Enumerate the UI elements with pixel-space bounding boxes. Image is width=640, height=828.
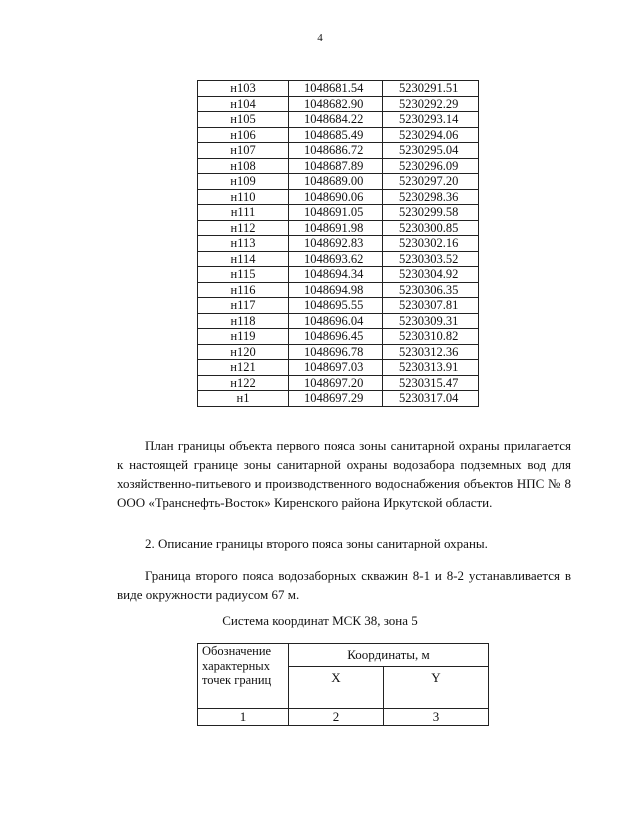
column-number-row (198, 709, 489, 726)
table-row (198, 189, 479, 205)
table-row (198, 112, 479, 128)
point-id-cell: н119 (198, 329, 289, 345)
y-coordinate-cell: 5230315.47 (383, 375, 479, 391)
point-id-cell: н122 (198, 375, 289, 391)
column-number: 2 (289, 709, 384, 726)
col-header-x: X (289, 667, 384, 709)
y-coordinate-cell: 5230313.91 (383, 360, 479, 376)
x-coordinate-cell: 1048691.98 (289, 220, 383, 236)
table-row (198, 267, 479, 283)
table-row (198, 298, 479, 314)
x-coordinate-cell: 1048692.83 (289, 236, 383, 252)
x-coordinate-cell: 1048693.62 (289, 251, 383, 267)
x-coordinate-cell: 1048697.29 (289, 391, 383, 407)
point-id-cell: н109 (198, 174, 289, 190)
point-id-cell: н105 (198, 112, 289, 128)
coordinate-system-caption: Система координат МСК 38, зона 5 (222, 613, 418, 628)
x-coordinate-cell: 1048696.04 (289, 313, 383, 329)
col-header-y: Y (384, 667, 489, 709)
table-row (198, 205, 479, 221)
radius-paragraph (117, 566, 571, 604)
y-coordinate-cell: 5230299.58 (383, 205, 479, 221)
point-id-cell: н103 (198, 81, 289, 97)
x-coordinate-cell: 1048689.00 (289, 174, 383, 190)
x-coordinate-cell: 1048694.34 (289, 267, 383, 283)
point-id-cell: н115 (198, 267, 289, 283)
table-row (198, 282, 479, 298)
y-coordinate-cell: 5230297.20 (383, 174, 479, 190)
x-coordinate-cell: 1048691.05 (289, 205, 383, 221)
point-id-cell: н107 (198, 143, 289, 159)
y-coordinate-cell: 5230306.35 (383, 282, 479, 298)
table-row (198, 220, 479, 236)
point-id-cell: н118 (198, 313, 289, 329)
table-row (198, 143, 479, 159)
x-coordinate-cell: 1048686.72 (289, 143, 383, 159)
point-id-cell: н108 (198, 158, 289, 174)
table-row (198, 391, 479, 407)
table-row (198, 96, 479, 112)
point-id-cell: н117 (198, 298, 289, 314)
radius-paragraph-text: Граница второго пояса водозаборных скважин 8-1 и 8-2 устанавливается в виде окружности радиусом 67 м. (117, 568, 571, 602)
x-coordinate-cell: 1048696.45 (289, 329, 383, 345)
table-row (198, 127, 479, 143)
x-coordinate-cell: 1048681.54 (289, 81, 383, 97)
x-coordinate-cell: 1048697.20 (289, 375, 383, 391)
y-coordinate-cell: 5230307.81 (383, 298, 479, 314)
table-row (198, 251, 479, 267)
y-coordinate-cell: 5230304.92 (383, 267, 479, 283)
y-coordinate-cell: 5230309.31 (383, 313, 479, 329)
x-coordinate-cell: 1048696.78 (289, 344, 383, 360)
point-id-cell: н106 (198, 127, 289, 143)
col-header-coordinates: Координаты, м (289, 644, 489, 667)
y-coordinate-cell: 5230302.16 (383, 236, 479, 252)
table-row (198, 375, 479, 391)
x-coordinate-cell: 1048690.06 (289, 189, 383, 205)
table-row (198, 329, 479, 345)
point-id-cell: н113 (198, 236, 289, 252)
coordinates-table-body (198, 81, 479, 407)
point-id-cell: н110 (198, 189, 289, 205)
point-id-cell: н114 (198, 251, 289, 267)
x-coordinate-cell: 1048682.90 (289, 96, 383, 112)
table-row (198, 344, 479, 360)
point-id-cell: н121 (198, 360, 289, 376)
section-2-heading: 2. Описание границы второго пояса зоны санитарной охраны. (145, 536, 488, 551)
point-id-cell: н111 (198, 205, 289, 221)
table-row (198, 81, 479, 97)
page-number: 4 (317, 32, 323, 44)
table-row (198, 313, 479, 329)
y-coordinate-cell: 5230310.82 (383, 329, 479, 345)
x-coordinate-cell: 1048687.89 (289, 158, 383, 174)
plan-paragraph (117, 436, 571, 512)
y-coordinate-cell: 5230295.04 (383, 143, 479, 159)
column-number: 1 (198, 709, 289, 726)
table-row (198, 174, 479, 190)
x-coordinate-cell: 1048695.55 (289, 298, 383, 314)
x-coordinate-cell: 1048685.49 (289, 127, 383, 143)
y-coordinate-cell: 5230317.04 (383, 391, 479, 407)
y-coordinate-cell: 5230294.06 (383, 127, 479, 143)
y-coordinate-cell: 5230312.36 (383, 344, 479, 360)
y-coordinate-cell: 5230292.29 (383, 96, 479, 112)
boundary-points-table (197, 643, 489, 726)
y-coordinate-cell: 5230291.51 (383, 81, 479, 97)
point-id-cell: н112 (198, 220, 289, 236)
point-id-cell: н116 (198, 282, 289, 298)
point-id-cell: н104 (198, 96, 289, 112)
x-coordinate-cell: 1048697.03 (289, 360, 383, 376)
y-coordinate-cell: 5230300.85 (383, 220, 479, 236)
x-coordinate-cell: 1048694.98 (289, 282, 383, 298)
table-row (198, 236, 479, 252)
y-coordinate-cell: 5230296.09 (383, 158, 479, 174)
point-id-cell: н1 (198, 391, 289, 407)
table-header-row (198, 644, 489, 667)
table-row (198, 360, 479, 376)
col-header-point-designation: Обозначение характерных точек границ (198, 644, 289, 709)
x-coordinate-cell: 1048684.22 (289, 112, 383, 128)
y-coordinate-cell: 5230293.14 (383, 112, 479, 128)
coordinates-table (197, 80, 479, 407)
y-coordinate-cell: 5230298.36 (383, 189, 479, 205)
column-number: 3 (384, 709, 489, 726)
y-coordinate-cell: 5230303.52 (383, 251, 479, 267)
point-id-cell: н120 (198, 344, 289, 360)
table-row (198, 158, 479, 174)
plan-paragraph-text: План границы объекта первого пояса зоны санитарной охраны прилагается к настоящей границе зоны санитарной охраны водозабора подземных вод для хозяйственно-питьевого и производственного водоснабжения объектов НПС № 8 ООО «Транснефть-Восток» Киренского района Иркутской области. (117, 438, 571, 510)
